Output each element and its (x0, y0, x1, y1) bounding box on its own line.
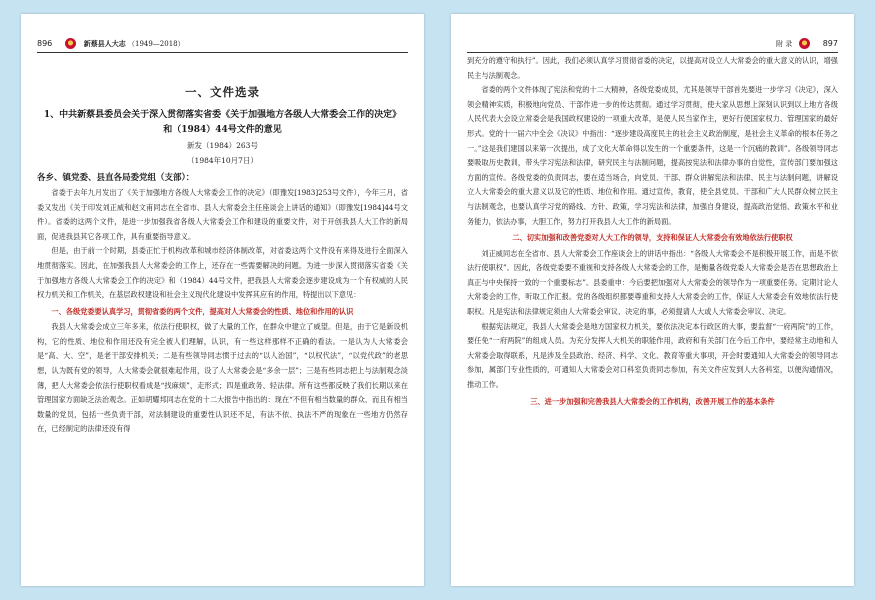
section-heading: 二、切实加强和改善党委对人大工作的领导，支持和保证人大常委会有效地依法行使职权 (512, 233, 793, 243)
book-title: 新蔡县人大志 (83, 39, 126, 48)
paragraph: 我县人大常委会成立三年多来，依法行使职权，做了大量的工作，在群众中建立了威望。但是，由于它是新设机构，它的性质、地位和作用还没有完全被人们理解，认识，有一些这样那样不正确的看法。一是认为人大常委会是“高、大、空”，是老干部安排机关；二是有些领导同志惯于过去的“以人治国”，“以权代法”，“以党代政”的老思想，认为既有党的领导，人大常委会就很难起作用，设了人大常委会是“多余一层”；三是有些同志把上与法制观念淡薄，把人大常委会依法行使职权看成是“找麻烦”，走形式；四是重政务、轻法律。所有这些都反映了我们长期以来在管理国家方面缺乏法治观念。正如胡耀邦同志在党的十二大报告中指出的：现在“不但有相当数量的群众、而且有相当数量的党员，包括一些负责干部，对法制建设的重要性认识还不足，有法不依、执法不严的现象在一些地方仍然存在，已经制定的法律还没有得 (37, 322, 408, 434)
paragraph: 但是，由于前一个时期，县委正忙于机构改革和城市经济体制改革，对省委这两个文件没有来得及进行全面深入地贯彻落实。因此，在加强我县人大常委会的工作上，还存在一些需要解决的问题。为进一步深入贯彻落实省委《关于加强地方各级人大常委会工作的决定》和（1984）44号文件，把我县人大常委会逐步建设成为一个有权威的人民权力机关和工作机关，在基层政权建设和社会主义现代化建设中发挥其应有的作用，特提出以下意见： (37, 246, 408, 300)
document-title: 1、中共新蔡县委员会关于深入贯彻落实省委《关于加强地方各级人大常委会工作的决定》和（1984）44号文件的意见 (43, 110, 402, 135)
paragraph: 刘正威同志在全省市、县人大常委会工作座谈会上的讲话中指出：“各级人大常委会不是积极开展工作，而是不依法行使职权”。因此，各级党委要不重视和支持各级人大常委会的工作，是衡量各级党委人大常委会是否在思想政治上真正与中央保持一致的一个重要标志”。县委重申：今后要把加强对人大常委会的领导作为一项重要任务。定期讨论人大常委会的工作，听取工作汇报。党的各级组织都要尊重和支持人大常委会的工作，保证人大常委会有效地依法行使职权。凡是宪法和法律规定须由人大常委会审议、决定的事，必须提请人大或人大常委会审议、决定。 (467, 248, 838, 316)
page-number: 897 (822, 39, 838, 48)
section-title: 一、文件选录 (185, 85, 260, 99)
book-years: （1949—2018） (127, 40, 185, 48)
page-number: 896 (37, 39, 53, 48)
section-heading: 一、各级党委要认真学习，贯彻省委的两个文件，提高对人大常委会的性质、地位和作用的认识 (51, 306, 354, 316)
running-head (37, 36, 408, 53)
paragraph: 到充分的遵守和执行”。因此，我们必须认真学习贯彻省委的决定，以提高对设立人大常委会的重大意义的认识，增强民主与法制观念。 (467, 56, 838, 80)
running-head (467, 36, 838, 53)
paragraph: 省委于去年九月发出了《关于加强地方各级人大常委会工作的决定》（即豫发[1983]253号文件），今年三月，省委又发出《关于印发刘正威和赵文甫同志在全省市、县人大常委会主任座谈会上讲话的通知》（即豫发[1984]44号文件）。省委的这两个文件，是进一步加强我省各级人大常委会工作和建设的重要文件，对于开创我县人大工作的新局面，促进我县其它各项工作，具有重要指导意义。 (37, 188, 408, 241)
right-page (451, 14, 854, 586)
running-head-title: 附 录 (776, 40, 793, 48)
section-heading: 三、进一步加强和完善我县人大常委会的工作机构，改善开展工作的基本条件 (530, 396, 775, 406)
document-date: （1984年10月7日） (187, 156, 258, 165)
left-page (21, 14, 424, 586)
document-number: 新发（1984）263号 (187, 141, 258, 150)
national-emblem-icon (799, 38, 810, 49)
right-content (467, 54, 838, 586)
paragraph: 根据宪法规定，我县人大常委会是地方国家权力机关，要依法决定本行政区的大事，要监督“一府两院”的工作，要任免“一府两院”的组成人员。为充分发挥人大机关的职能作用，政府和有关部门在今后工作中，要经常主动地和人大常委会取得联系，凡是涉及全县政治、经济、科学、文化、教育等重大事项，开会时要通知人大常委会的领导同志参加，属部门专业性质的，可通知人大常委会对口科室负责同志参加，有关文件应发到人大各科室，以便沟通情况，推动工作。 (467, 321, 838, 389)
paragraph: 省委的两个文件体现了宪法和党的十二大精神，各级党委成员，尤其是领导干部首先要进一步学习《决定》，深入领会精神实质，积极地向党员、干部作进一步的传达贯彻。通过学习贯彻，使大家从思想上深刻认识到以上地方各级人民代表大会设立常委会是我国政权建设的一项重大改革，是使人民当家作主，更好行使国家权力、管理国家的最好形式。党的十一届六中全会《决议》中指出：“逐步建设高度民主的社会主义政治制度，是社会主义革命的根本任务之一。”这是我们建国以来第一次提出，成了文化大革命得以发生的一个重要条件，这是一个沉痛的教训”。各级领导同志要吸取历史教训，带头学习宪法和法律，研究民主与法制问题，提高按宪法和法律办事的自觉性，宣传部门要加强这方面的宣传。各级党委的负责同志，要在适当场合，向党员、干部、群众讲解宪法和法律、民主与法制问题，讲解设立人大常委会的重大意义以及它的性质、地位和作用。通过宣传，教育，使全县党员、干部和广大人民群众树立民主与法制观念，也要认真学习党的路线、方针、政策，学习宪法和法律，加强自身建设，提高政治觉悟、政策水平和业务能力，依法办事，大胆工作，努力打开我县人大工作的新局面。 (467, 85, 838, 226)
national-emblem-icon (65, 38, 76, 49)
addressees: 各乡、镇党委、县直各局委党组（支部）： (37, 173, 195, 183)
left-content (37, 72, 408, 586)
